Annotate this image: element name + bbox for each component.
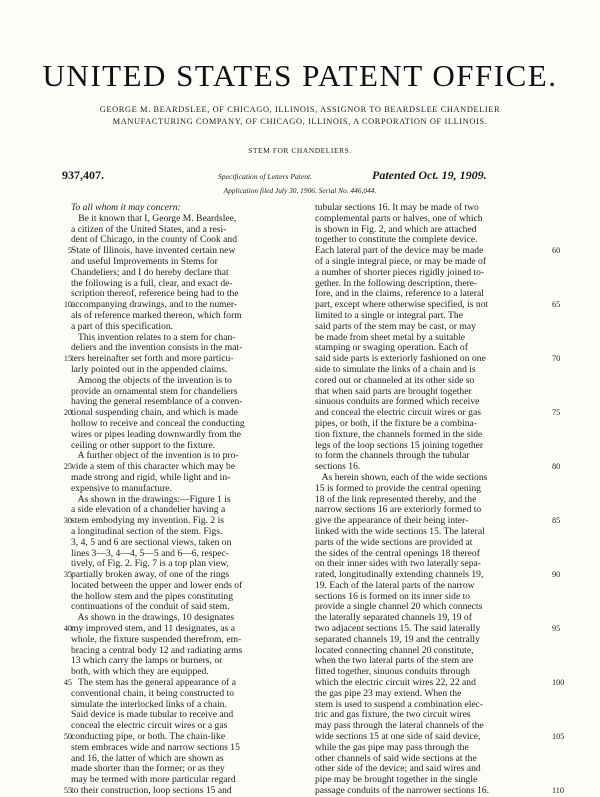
text-line: Among the objects of the invention is to <box>71 375 232 386</box>
text-line: located connecting channel 20 constitute, <box>315 645 474 656</box>
patented-date: Patented Oct. 19, 1909. <box>372 168 487 182</box>
text-line: and conceal the electric circuit wires or gas <box>315 408 481 419</box>
right-text-column <box>315 203 540 797</box>
text-line: and 16, the latter of which are shown as <box>71 753 224 764</box>
text-line: the hollow stem and the pipes constituting <box>71 591 234 602</box>
margin-line-number: 90 <box>552 570 561 580</box>
text-line: simulate the interlocked links of a chain. <box>71 699 227 710</box>
margin-line-number: 55 <box>63 786 72 796</box>
text-line: fore, and in the claims, reference to a lateral <box>315 289 484 300</box>
application-filed-line: Application filed July 30, 1906. Serial No. 446,044. <box>223 186 377 195</box>
text-line: and useful Improvements in Stems for <box>71 256 218 267</box>
text-line: As shown in the drawings, 10 designates <box>71 613 235 624</box>
text-line: a citizen of the United States, and a resi- <box>71 224 227 235</box>
text-line: sections 16. <box>315 462 361 473</box>
text-line: Said device is made tubular to receive and <box>71 710 234 721</box>
text-line: To all whom it may concern: <box>71 203 181 213</box>
text-line: other side of the device; and said wires and <box>315 764 481 775</box>
text-line: conventional chain, it being constructed to <box>71 688 235 699</box>
text-line: A further object of the invention is to pro- <box>71 451 239 462</box>
text-line: tion fixture, the channels formed in the side <box>315 429 483 440</box>
text-line: wires or pipes leading downwardly from the <box>71 429 241 440</box>
text-line: which the electric circuit wires 22, 22 and <box>315 678 476 689</box>
text-line: conducting pipe, or both. The chain-like <box>71 732 226 743</box>
text-line: while the gas pipe may pass through the <box>315 742 469 753</box>
text-line: said side parts is exteriorly fashioned on one <box>315 354 486 365</box>
margin-line-number: 20 <box>63 408 72 418</box>
text-line: linked with the wide sections 15. The lateral <box>315 526 485 537</box>
margin-line-number: 15 <box>63 354 72 364</box>
text-line: This invention relates to a stem for chan- <box>71 332 236 343</box>
text-line: legs of the loop sections 15 joining together <box>315 440 484 451</box>
margin-line-number: 85 <box>552 516 561 526</box>
text-line: The stem has the general appearance of a <box>71 678 236 689</box>
text-line: having the general resemblance of a conven- <box>71 397 243 408</box>
text-line: be made from sheet metal by a suitable <box>315 332 465 343</box>
text-line: ceiling or other support to the fixture. <box>71 440 216 451</box>
text-line: stem embodying my invention. Fig. 2 is <box>71 516 224 527</box>
text-line: Chandeliers; and I do hereby declare that <box>71 267 229 278</box>
text-line: dent of Chicago, in the county of Cook and <box>71 235 237 246</box>
text-line: 13 which carry the lamps or burners, or <box>71 656 223 667</box>
text-line: a number of shorter pieces rigidly joined to- <box>315 267 485 278</box>
text-line: both, with which they are equipped. <box>71 667 209 678</box>
text-line: Be it known that I, George M. Beardslee, <box>71 213 237 224</box>
text-line: complemental parts or halves, one of which <box>315 213 483 224</box>
text-line: pipes, or both, if the fixture be a combina- <box>315 418 477 429</box>
text-line: larly pointed out in the appended claims. <box>71 364 228 375</box>
text-line: deliers and the invention consists in the mat- <box>71 343 243 354</box>
inventor-assignor-line <box>40 104 560 128</box>
text-line: my improved stem, and 11 designates, as a <box>71 624 236 635</box>
text-line: wide sections 15 at one side of said device, <box>315 732 481 743</box>
margin-line-number: 35 <box>63 570 72 580</box>
text-line: made strong and rigid, while light and in- <box>71 472 231 483</box>
text-line: narrow sections 16 are exteriorly formed to <box>315 505 482 516</box>
margin-line-number: 10 <box>63 300 72 310</box>
text-line: fitted together, sinuous conduits through <box>315 667 470 678</box>
text-line: a longitudinal section of the stem. Figs. <box>71 526 223 537</box>
text-line: the gas pipe 23 may extend. When the <box>315 688 462 699</box>
text-line: said parts of the stem may be cast, or may <box>315 321 476 332</box>
text-line: bracing a central body 12 and radiating arms <box>71 645 243 656</box>
text-line: sections 16 is formed on its inner side to <box>315 591 471 602</box>
text-line: 19. Each of the lateral parts of the narrow <box>315 580 475 591</box>
margin-line-number: 75 <box>552 408 561 418</box>
text-line: whole, the fixture suspended therefrom, em- <box>71 634 242 645</box>
margin-line-number: 25 <box>63 462 72 472</box>
text-line: accompanying drawings, and to the numer- <box>71 300 238 311</box>
text-line: As herein shown, each of the wide sections <box>315 472 488 483</box>
text-line: tubular sections 16. It may be made of two <box>315 203 479 213</box>
margin-line-number: 80 <box>552 462 561 472</box>
text-line: may be termed with more particular regard <box>71 775 236 786</box>
text-line: together to constitute the complete device. <box>315 235 478 246</box>
text-line: a side elevation of a chandelier having a <box>71 505 226 516</box>
inventor-line-2: MANUFACTURING COMPANY, OF CHICAGO, ILLINOIS, A CORPORATION OF ILLINOIS. <box>112 117 488 126</box>
text-line: side to simulate the links of a chain and is <box>315 364 476 375</box>
text-line: passage conduits of the narrower sections 16. <box>315 786 489 797</box>
text-line: gether. In the following description, there- <box>315 278 478 289</box>
text-line: 3, 4, 5 and 6 are sectional views, taken on <box>71 537 232 548</box>
margin-line-number: 50 <box>63 732 72 742</box>
margin-line-number: 45 <box>63 678 72 688</box>
margin-line-number: 65 <box>552 300 561 310</box>
invention-title: STEM FOR CHANDELIERS. <box>248 146 352 155</box>
text-line: to their construction, loop sections 15 and <box>71 786 232 797</box>
text-line: is shown in Fig. 2, and which are attached <box>315 224 477 235</box>
text-line: rated, longitudinally extending channels 19, <box>315 570 484 581</box>
text-line: made shorter than the former; or as they <box>71 764 225 775</box>
text-line: other channels of said wide sections at the <box>315 753 477 764</box>
text-line: part, except where otherwise specified, is not <box>315 300 489 311</box>
inventor-line-1: GEORGE M. BEARDSLEE, OF CHICAGO, ILLINOIS, ASSIGNOR TO BEARDSLEE CHANDELIER <box>99 105 501 114</box>
text-line: the following is a full, clear, and exact de- <box>71 278 233 289</box>
margin-line-number: 60 <box>552 246 561 256</box>
text-line: hollow to receive and conceal the conducting <box>71 418 245 429</box>
text-line: lines 3—3, 4—4, 5—5 and 6—6, respec- <box>71 548 230 559</box>
text-line: of a single integral piece, or may be made of <box>315 256 487 267</box>
text-line: that when said parts are brought together <box>315 386 472 397</box>
specification-label: Specification of Letters Patent. <box>218 172 313 181</box>
margin-line-number: 110 <box>552 786 564 796</box>
text-line: stamping or swaging operation. Each of <box>315 343 468 354</box>
text-line: the sides of the central openings 18 thereof <box>315 548 480 559</box>
text-line: a part of this specification. <box>71 321 174 332</box>
text-line: limited to a single or integral part. The <box>315 310 463 321</box>
text-line: conceal the electric circuit wires or a gas <box>71 721 228 732</box>
text-line: the laterally separated channels 19, 19 of <box>315 613 472 624</box>
text-line: on their inner sides with two laterally sepa- <box>315 559 481 570</box>
text-line: provide an ornamental stem for chandeliers <box>71 386 238 397</box>
text-line: to form the channels through the tubular <box>315 451 470 462</box>
text-line: 15 is formed to provide the central opening <box>315 483 481 494</box>
text-line: partially broken away, of one of the rings <box>71 570 230 581</box>
text-line: continuations of the conduit of said stem. <box>71 602 230 613</box>
text-line: expensive to manufacture. <box>71 483 172 494</box>
margin-line-number: 70 <box>552 354 561 364</box>
text-line: parts of the wide sections are provided at <box>315 537 473 548</box>
text-line: ters hereinafter set forth and more particu- <box>71 354 234 365</box>
text-line: State of Illinois, have invented certain new <box>71 246 236 257</box>
margin-line-number: 40 <box>63 624 72 634</box>
text-line: tively, of Fig. 2. Fig. 7 is a top plan view, <box>71 559 229 570</box>
text-line: pipe may be brought together in the single <box>315 775 478 786</box>
text-line: separated channels 19, 19 and the centrally <box>315 634 480 645</box>
text-line: cored out or channeled at its other side so <box>315 375 475 386</box>
left-text-column <box>71 203 296 797</box>
margin-line-number: 100 <box>552 678 565 688</box>
patent-number: 937,407. <box>62 168 104 182</box>
text-line: two adjacent sections 15. The said laterally <box>315 624 481 635</box>
margin-line-number: 30 <box>63 516 72 526</box>
text-line: tional suspending chain, and which is made <box>71 408 239 419</box>
text-line: scription thereof, reference being had to the <box>71 289 239 300</box>
office-title: UNITED STATES PATENT OFFICE. <box>42 58 558 93</box>
text-line: stem embraces wide and narrow sections 15 <box>71 742 240 753</box>
text-line: tric and gas fixture, the two circuit wires <box>315 710 471 721</box>
text-line: when the two lateral parts of the stem are <box>315 656 474 667</box>
text-line: vide a stem of this character which may be <box>71 462 236 473</box>
margin-line-number: 95 <box>552 624 561 634</box>
text-line: Each lateral part of the device may be made <box>315 246 484 257</box>
text-line: As shown in the drawings:—Figure 1 is <box>71 494 231 505</box>
margin-line-number: 105 <box>552 732 565 742</box>
text-line: may pass through the lateral channels of the <box>315 721 484 732</box>
text-line: stem is used to suspend a combination elec- <box>315 699 484 710</box>
text-line: sinuous conduits are formed which receive <box>315 397 480 408</box>
text-line: give the appearance of their being inter- <box>315 516 469 527</box>
text-line: provide a single channel 20 which connects <box>315 602 483 613</box>
text-line: als of reference marked thereon, which form <box>71 310 242 321</box>
text-line: located between the upper and lower ends of <box>71 580 243 591</box>
text-line: 18 of the link represented thereby, and the <box>315 494 477 505</box>
margin-line-number: 5 <box>67 246 72 256</box>
